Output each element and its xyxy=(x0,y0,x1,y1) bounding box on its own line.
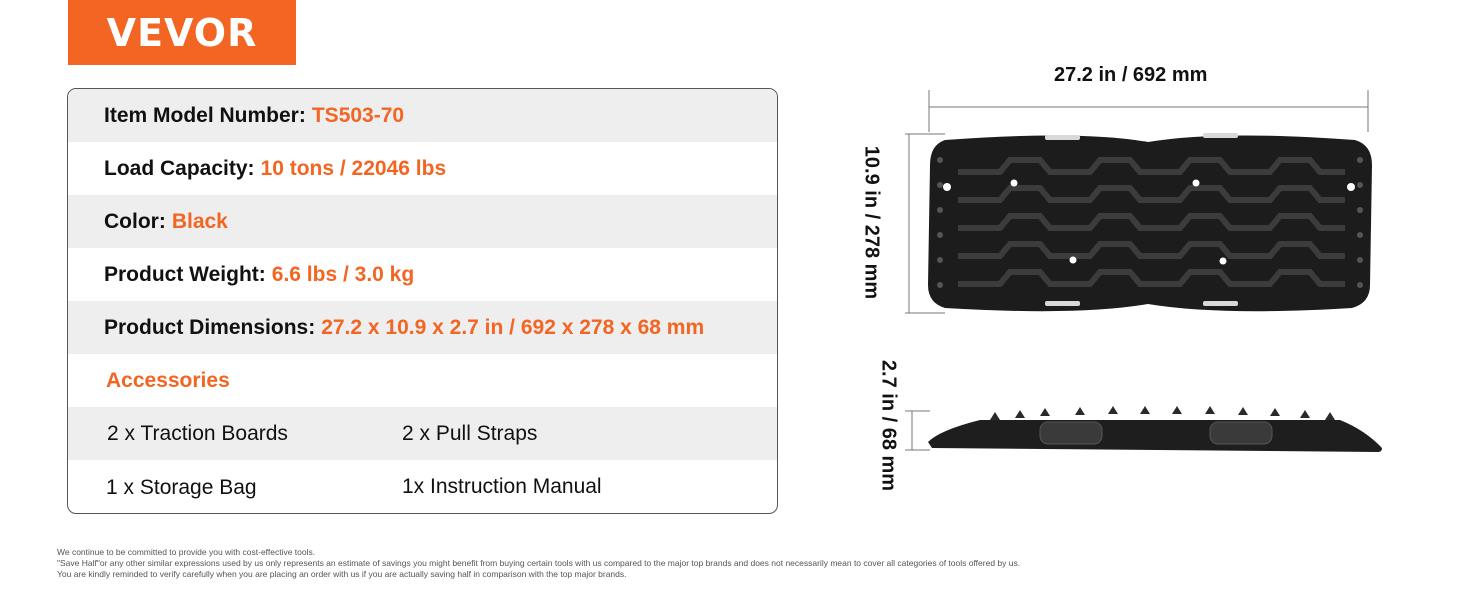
spec-label: Product Dimensions: xyxy=(104,315,316,339)
disclaimer-text xyxy=(57,547,1020,580)
vevor-logo: VEVOR xyxy=(68,0,296,65)
spec-table xyxy=(67,88,778,514)
spec-row-color xyxy=(68,195,777,248)
height-dimension-line xyxy=(905,411,930,450)
height-label: 2.7 in / 68 mm xyxy=(877,359,900,492)
product-diagram xyxy=(880,80,1440,480)
spec-value: 10 tons / 22046 lbs xyxy=(260,156,447,180)
traction-board-top-view xyxy=(928,133,1372,311)
accessory-item: 1x Instruction Manual xyxy=(402,475,602,498)
accessories-title: Accessories xyxy=(106,368,230,392)
disclaimer-line: You are kindly reminded to verify carefully when you are placing an order with us if you are actually saving half in comparison with the top major brands. xyxy=(57,569,627,579)
spec-label: Product Weight: xyxy=(104,262,266,286)
spec-row-dimensions xyxy=(68,301,777,354)
length-dimension-line xyxy=(929,90,1368,132)
accessory-item: 2 x Traction Boards xyxy=(107,422,288,445)
accessories-heading-row xyxy=(68,354,777,407)
spec-label: Item Model Number: xyxy=(104,103,306,127)
disclaimer-line: "Save Half"or any other similar expressions used by us only represents an estimate of savings you might benefit from buying certain tools with us compared to the major top brands and does not necessarily mean to cover all categories of tools offered by us. xyxy=(57,558,1021,568)
accessory-item: 2 x Pull Straps xyxy=(402,422,538,445)
spec-label: Color: xyxy=(104,209,166,233)
spec-row-weight xyxy=(68,248,777,301)
disclaimer-line: We continue to be committed to provide you with cost-effective tools. xyxy=(57,547,316,557)
spec-value: TS503-70 xyxy=(311,103,405,127)
length-label: 27.2 in / 692 mm xyxy=(1054,64,1208,86)
spec-row-load xyxy=(68,142,777,195)
spec-value: 27.2 x 10.9 x 2.7 in / 692 x 278 x 68 mm xyxy=(321,315,705,339)
accessory-item: 1 x Storage Bag xyxy=(106,476,257,499)
spec-row-model xyxy=(68,89,777,142)
spec-value: 6.6 lbs / 3.0 kg xyxy=(271,262,415,286)
spec-value: Black xyxy=(171,209,228,233)
width-label: 10.9 in / 278 mm xyxy=(860,145,883,300)
traction-board-side-view xyxy=(928,406,1382,452)
spec-label: Load Capacity: xyxy=(104,156,255,180)
